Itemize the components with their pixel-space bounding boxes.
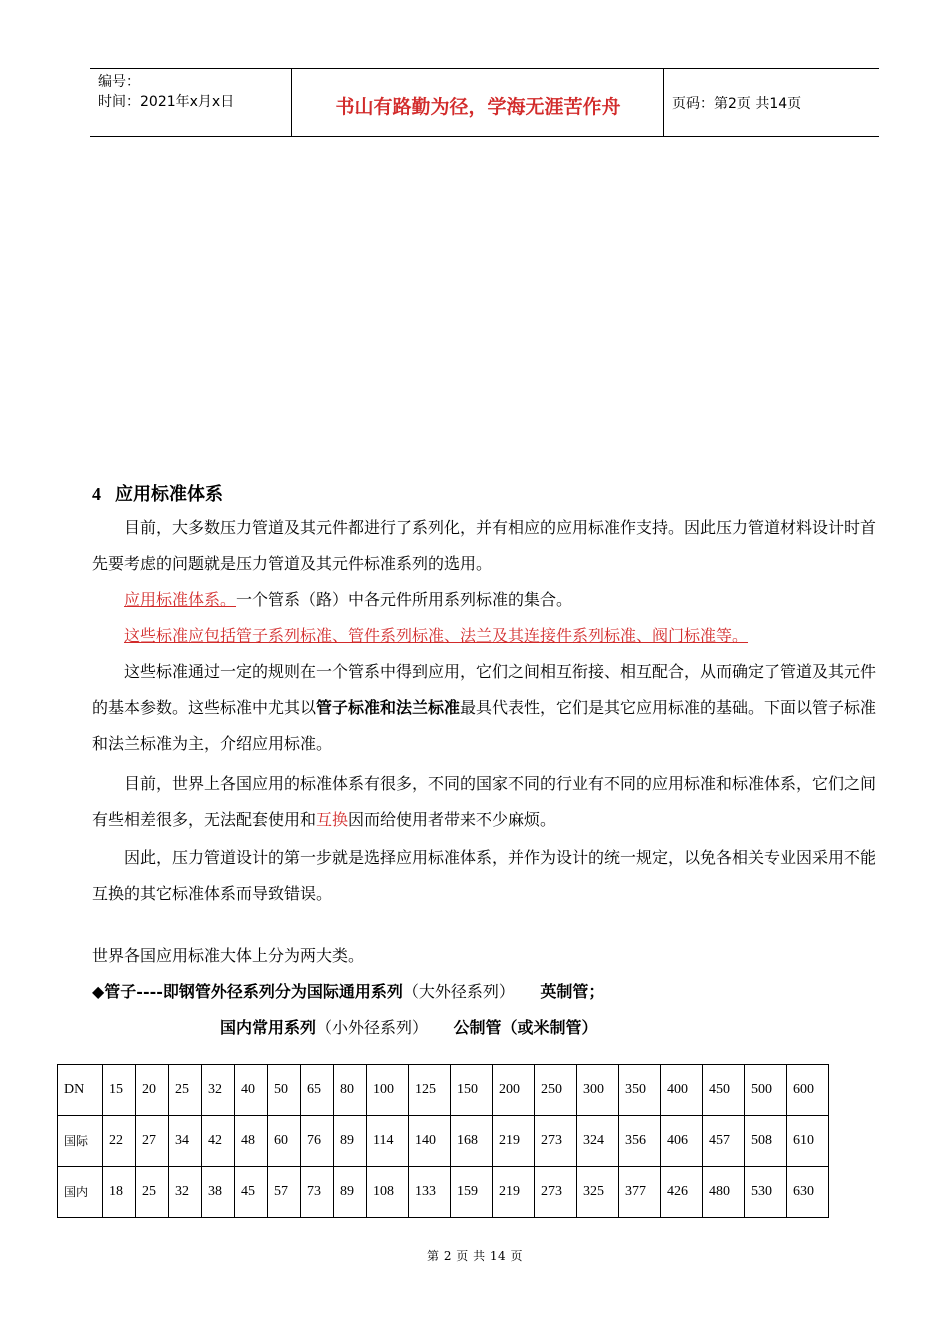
table-cell: 350 — [619, 1065, 661, 1116]
table-cell: 508 — [745, 1116, 787, 1167]
paragraph-5-text-a: 目前，世界上各国应用的标准体系有很多，不同的国家不同的行业有不同的应用标准和标准体系，它们之间有些相差很多，无法配套使用和 — [92, 774, 877, 829]
table-cell: 22 — [103, 1116, 136, 1167]
table-cell: 324 — [577, 1116, 619, 1167]
table-cell: 38 — [202, 1167, 235, 1218]
table-cell: 500 — [745, 1065, 787, 1116]
table-cell: 15 — [103, 1065, 136, 1116]
table-cell: 200 — [493, 1065, 535, 1116]
row-label: 国内 — [58, 1167, 103, 1218]
table-cell: 20 — [136, 1065, 169, 1116]
table-cell: 114 — [367, 1116, 409, 1167]
pipe-line-1-d: 英制管； — [540, 982, 605, 1001]
paragraph-4-text-a: 这些标准通过一定的规则在一个管系中得到应用，它们之间相互衔接、相互配合，从而确定了管道及其元件的基本参数。这些标准中尤其以 — [92, 662, 877, 717]
paragraph-5-red: 互换 — [316, 810, 349, 829]
table-cell: 48 — [235, 1116, 268, 1167]
table-cell: 159 — [451, 1167, 493, 1218]
table-cell: 273 — [535, 1167, 577, 1218]
table-cell: 45 — [235, 1167, 268, 1218]
section-title: 应用标准体系 — [115, 484, 223, 505]
table-cell: 406 — [661, 1116, 703, 1167]
table-cell: 27 — [136, 1116, 169, 1167]
table-cell: 530 — [745, 1167, 787, 1218]
header-number: 编号： — [98, 74, 140, 90]
table-cell: 100 — [367, 1065, 409, 1116]
paragraph-5 — [92, 766, 882, 838]
table-cell: 125 — [409, 1065, 451, 1116]
table-cell: 480 — [703, 1167, 745, 1218]
table-cell: 50 — [268, 1065, 301, 1116]
section-heading — [92, 480, 223, 506]
table-cell: 150 — [451, 1065, 493, 1116]
table-cell: 133 — [409, 1167, 451, 1218]
table-cell: 25 — [136, 1167, 169, 1218]
header-meta — [98, 72, 234, 112]
pipe-line-2-a: 国内常用系列 — [220, 1018, 317, 1037]
table-cell: 80 — [334, 1065, 367, 1116]
table-cell: 65 — [301, 1065, 334, 1116]
table-cell: 32 — [202, 1065, 235, 1116]
pipe-line-1 — [92, 974, 882, 1010]
table-cell: 630 — [787, 1167, 829, 1218]
header-page-info: 页码：第2页 共14页 — [672, 96, 802, 112]
paragraph-6: 因此，压力管道设计的第一步就是选择应用标准体系，并作为设计的统一规定，以免各相关专业因采用不能互换的其它标准体系而导致错误。 — [92, 848, 877, 903]
table-cell: 426 — [661, 1167, 703, 1218]
table-cell: 219 — [493, 1116, 535, 1167]
table-row — [58, 1116, 829, 1167]
table-cell: 219 — [493, 1167, 535, 1218]
table-cell: 18 — [103, 1167, 136, 1218]
table-cell: 610 — [787, 1116, 829, 1167]
term-definition: 一个管系（路）中各元件所用系列标准的集合。 — [236, 590, 573, 609]
table-cell: 73 — [301, 1167, 334, 1218]
paragraph-2 — [92, 582, 882, 618]
table-cell: 60 — [268, 1116, 301, 1167]
table-row — [58, 1065, 829, 1116]
table-cell: 76 — [301, 1116, 334, 1167]
paragraph-5-text-b: 因而给使用者带来不少麻烦。 — [348, 810, 557, 829]
paragraph-4-bold: 管子标准和法兰标准 — [316, 698, 461, 717]
pipe-size-table — [57, 1064, 829, 1218]
table-cell: 40 — [235, 1065, 268, 1116]
paragraph-4 — [92, 654, 882, 762]
table-cell: 168 — [451, 1116, 493, 1167]
header-time: 时间：2021年x月x日 — [98, 94, 235, 110]
section-number: 4 — [92, 484, 101, 504]
table-cell: 400 — [661, 1065, 703, 1116]
table-cell: 273 — [535, 1116, 577, 1167]
pipe-line-2-b: （小外径系列） — [316, 1018, 429, 1037]
table-cell: 325 — [577, 1167, 619, 1218]
table-cell: 25 — [169, 1065, 202, 1116]
table-cell: 108 — [367, 1167, 409, 1218]
term-highlight: 应用标准体系。 — [124, 590, 237, 609]
paragraph-7: 世界各国应用标准大体上分为两大类。 — [92, 946, 365, 965]
table-cell: 42 — [202, 1116, 235, 1167]
paragraph-3 — [92, 618, 882, 654]
page-footer: 第 2 页 共 14 页 — [427, 1249, 523, 1263]
row-label: 国际 — [58, 1116, 103, 1167]
table-cell: 34 — [169, 1116, 202, 1167]
header-bottom-rule — [90, 136, 879, 137]
table-cell: 89 — [334, 1167, 367, 1218]
table-cell: 600 — [787, 1065, 829, 1116]
pipe-line-2-c: 公制管（或米制管） — [453, 1018, 598, 1037]
standards-list: 这些标准应包括管子系列标准、管件系列标准、法兰及其连接件系列标准、阀门标准等。 — [124, 626, 749, 645]
table-cell: 356 — [619, 1116, 661, 1167]
pipe-line-1-b: 即钢管外径系列分为国际通用系列 — [162, 982, 403, 1001]
table-cell: 457 — [703, 1116, 745, 1167]
pipe-line-1-c: （大外径系列） — [402, 982, 515, 1001]
paragraph-4-text-b: 最具代表性，它们是其它应用标准的基础。下面以管子标准和法兰标准为主，介绍应用标准。 — [92, 698, 877, 753]
paragraph-1: 目前，大多数压力管道及其元件都进行了系列化，并有相应的应用标准作支持。因此压力管道材料设计时首先要考虑的问题就是压力管道及其元件标准系列的选用。 — [92, 518, 877, 573]
table-cell: 57 — [268, 1167, 301, 1218]
table-cell: 32 — [169, 1167, 202, 1218]
table-cell: 250 — [535, 1065, 577, 1116]
pipe-line-2 — [220, 1010, 870, 1046]
table-cell: 300 — [577, 1065, 619, 1116]
table-row — [58, 1167, 829, 1218]
header-top-rule — [90, 68, 879, 69]
header-motto: 书山有路勤为径，学海无涯苦作舟 — [335, 96, 621, 118]
table-cell: 140 — [409, 1116, 451, 1167]
row-label: DN — [58, 1065, 103, 1116]
table-cell: 377 — [619, 1167, 661, 1218]
table-cell: 89 — [334, 1116, 367, 1167]
pipe-line-1-a: ◆管子---- — [92, 982, 163, 1001]
table-cell: 450 — [703, 1065, 745, 1116]
